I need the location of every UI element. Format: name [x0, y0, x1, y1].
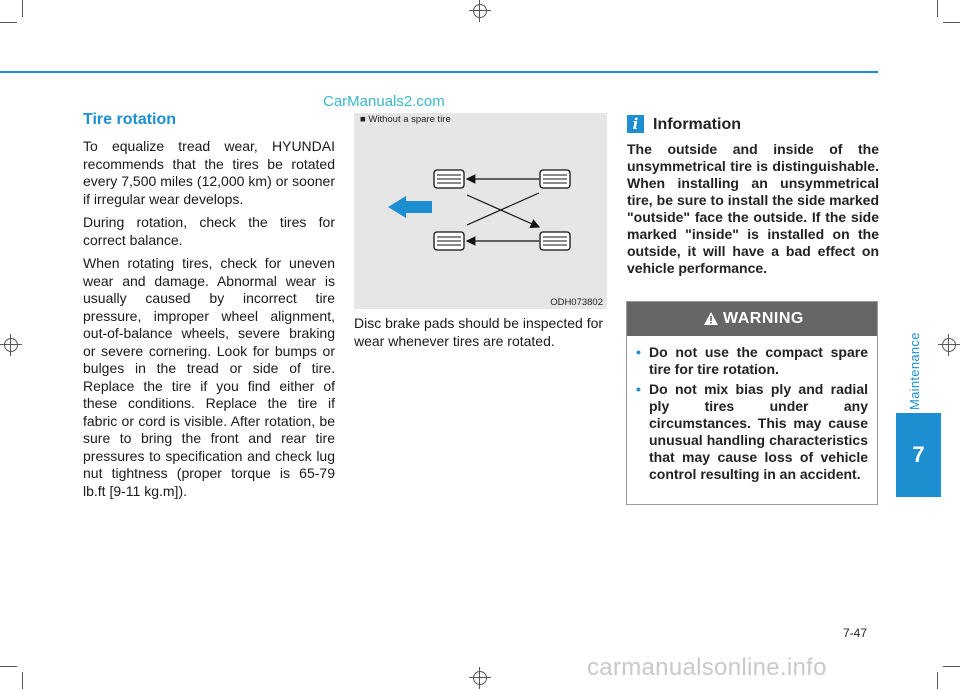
warning-list	[636, 344, 868, 486]
warning-title: WARNING	[723, 310, 804, 327]
information-title: Information	[653, 116, 741, 133]
section-heading: Tire rotation	[83, 111, 177, 128]
tire-rotation-figure	[354, 113, 607, 309]
paragraph: When rotating tires, check for uneven wear and damage. Abnormal wear is usually caused by incorrect tire pressure, improper wheel alignment, out-of-balance wheels, severe braking or severe cornering. Look for bumps or bulges in the tread or side of tire. Replace the tire if you find either of these conditions. Replace the tire if fabric or cord is visible. After rotation, be sure to bring the front and rear tire pressures to specification and check lug nut tightness (proper torque is 65-79 lb.ft [9-11 kg.m]).	[83, 255, 335, 499]
warning-item	[636, 381, 868, 483]
information-icon: i	[627, 115, 644, 133]
warning-item-text: Do not mix bias ply and radial ply tires under any circumstances. This may cause unusual handling characteristics that may cause loss of vehicle control resulting in an accident.	[649, 381, 868, 482]
warning-header	[627, 302, 877, 336]
crop-mark	[0, 666, 17, 667]
crop-mark	[0, 22, 17, 23]
crop-mark	[22, 0, 23, 17]
warning-box	[626, 301, 878, 505]
registration-mark	[938, 334, 960, 356]
tire-icon	[434, 170, 464, 188]
figure-code: ODH073802	[550, 297, 603, 308]
information-text: The outside and inside of the unsymmetrical tire is distinguishable. When installing an unsymmetrical tire, be sure to install the side marked "outside" face the outside. If the side marked "inside" is installed on the outside, it will have a bad effect on vehicle performance.	[627, 141, 879, 276]
tire-rotation-section	[83, 108, 335, 506]
rotation-arrow	[467, 195, 539, 227]
tire-icon	[540, 232, 570, 250]
direction-arrow-icon	[388, 196, 432, 218]
crop-mark	[943, 666, 960, 667]
watermark-bottom[interactable]: carmanualsonline.info	[587, 654, 827, 681]
bullet-icon: •	[636, 344, 641, 360]
crop-mark	[22, 672, 23, 689]
section-label	[896, 314, 941, 414]
crop-mark	[937, 672, 938, 689]
warning-item	[636, 344, 868, 378]
tire-icon	[540, 170, 570, 188]
warning-triangle-icon	[704, 312, 718, 325]
paragraph: During rotation, check the tires for correct balance.	[83, 214, 335, 248]
section-label-text: Maintenance	[907, 332, 922, 410]
tire-icon	[434, 232, 464, 250]
registration-mark	[469, 0, 491, 22]
registration-mark	[0, 334, 22, 356]
registration-mark	[469, 667, 491, 689]
chapter-tab: 7	[896, 413, 941, 497]
paragraph: To equalize tread wear, HYUNDAI recommends that the tires be rotated every 7,500 miles (12,000 km) or sooner if irregular wear develops.	[83, 138, 335, 207]
watermark-top[interactable]: CarManuals2.com	[323, 93, 445, 110]
page-number: 7-47	[843, 626, 868, 640]
crop-mark	[937, 0, 938, 17]
header-rule	[0, 71, 878, 73]
rotation-arrow	[467, 193, 539, 225]
tire-rotation-diagram	[354, 113, 607, 309]
warning-item-text: Do not use the compact spare tire for tire rotation.	[649, 344, 868, 377]
crop-mark	[943, 22, 960, 23]
bullet-icon: •	[636, 381, 641, 397]
figure-caption: ■ Without a spare tire	[360, 114, 451, 125]
brake-pad-note: Disc brake pads should be inspected for wear whenever tires are rotated.	[354, 315, 604, 349]
